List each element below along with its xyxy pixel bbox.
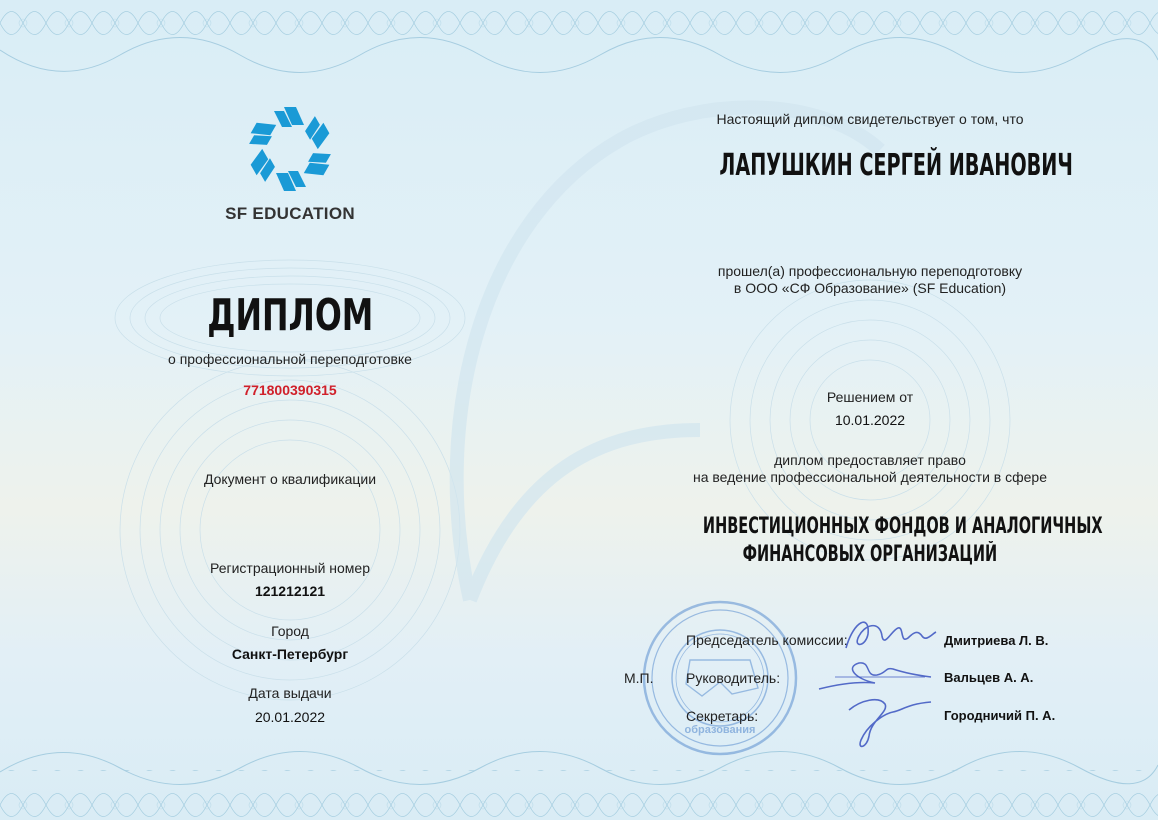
chair-signature-icon — [840, 610, 940, 656]
registration-number-label: Регистрационный номер — [210, 560, 370, 576]
registration-number-value: 121212121 — [254, 583, 326, 599]
professional-field: ИНВЕСТИЦИОННЫХ ФОНДОВ И АНАЛОГИЧНЫХ ФИНАНСОВЫХ ОРГАНИЗАЦИЙ — [702, 514, 1103, 567]
secretary-name: Городничий П. А. — [944, 708, 1056, 723]
chair-name: Дмитриева Л. В. — [944, 633, 1049, 648]
chair-role-label: Председатель комиссии: — [686, 632, 848, 648]
head-signature-icon — [815, 655, 935, 695]
issue-date-value: 20.01.2022 — [254, 709, 326, 725]
training-statement: прошел(а) профессиональную переподготовку в ООО «СФ Образование» (SF Education) — [717, 263, 1023, 296]
certify-statement: Настоящий диплом свидетельствует о том, что — [716, 111, 1024, 127]
city-label: Город — [271, 623, 309, 639]
decision-label: Решением от — [826, 389, 914, 405]
brand-name: SF EDUCATION — [225, 204, 355, 223]
rights-statement: диплом предоставляет право на ведение профессиональной деятельности в сфере — [692, 452, 1048, 485]
diploma-subtitle: о профессиональной переподготовке — [168, 351, 412, 367]
secretary-signature-icon — [845, 690, 935, 754]
head-name: Вальцев А. А. — [944, 670, 1034, 685]
document-type: Документ о квалификации — [203, 471, 377, 487]
issue-date-label: Дата выдачи — [248, 685, 332, 701]
diploma-number: 771800390315 — [243, 382, 337, 398]
sf-education-logo-icon — [240, 103, 340, 195]
city-value: Санкт-Петербург — [231, 646, 349, 662]
secretary-role-label: Секретарь: — [686, 708, 759, 724]
diploma-title: ДИПЛОМ — [206, 290, 374, 341]
graduate-name: ЛАПУШКИН СЕРГЕЙ ИВАНОВИЧ — [719, 148, 1073, 183]
svg-text:образования: образования — [684, 724, 756, 736]
head-role-label: Руководитель: — [686, 670, 781, 686]
seal-mark-label: М.П. — [624, 670, 654, 686]
decision-date: 10.01.2022 — [834, 412, 906, 428]
